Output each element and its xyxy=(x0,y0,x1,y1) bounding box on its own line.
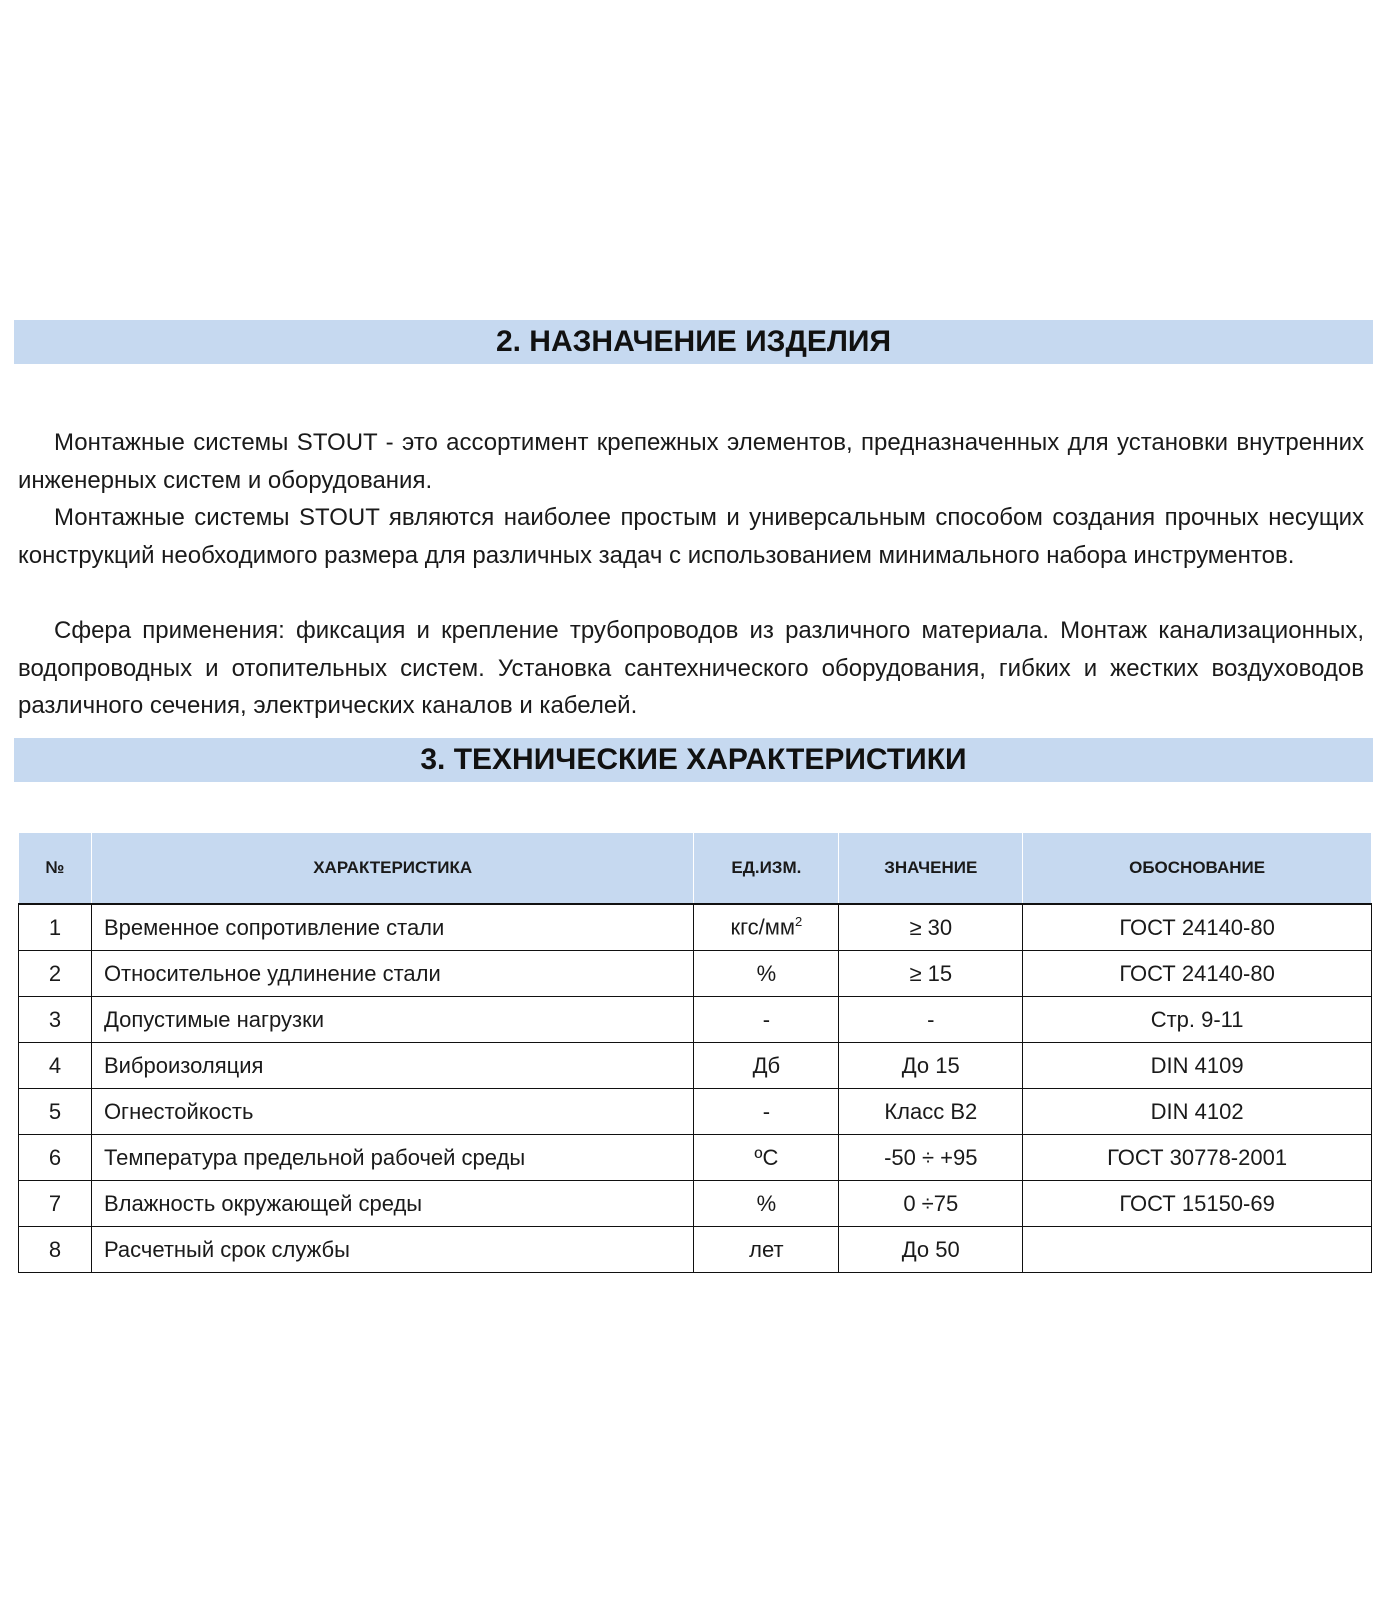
header-basis: ОБОСНОВАНИЕ xyxy=(1023,833,1372,905)
cell-basis xyxy=(1023,997,1372,1043)
cell-num xyxy=(19,1043,92,1089)
table-row xyxy=(19,1043,1372,1089)
header-unit: ЕД.ИЗМ. xyxy=(694,833,839,905)
cell-characteristic-text: Относительное удлинение стали xyxy=(103,960,441,986)
table-header-row xyxy=(19,833,1372,905)
cell-num xyxy=(19,951,92,997)
cell-unit-text: Дб xyxy=(752,1052,781,1078)
cell-unit-text: ºС xyxy=(754,1144,779,1170)
cell-characteristic-text: Виброизоляция xyxy=(103,1052,264,1078)
cell-unit-text: лет xyxy=(749,1236,784,1262)
cell-value xyxy=(839,1181,1023,1227)
cell-num xyxy=(19,1181,92,1227)
cell-num-text: 6 xyxy=(48,1144,62,1170)
cell-characteristic xyxy=(91,951,693,997)
cell-unit xyxy=(694,1135,839,1181)
table-row xyxy=(19,1089,1372,1135)
cell-value xyxy=(839,1043,1023,1089)
cell-characteristic xyxy=(91,997,693,1043)
cell-unit xyxy=(694,1227,839,1273)
cell-characteristic xyxy=(91,1043,693,1089)
cell-characteristic xyxy=(91,904,693,951)
cell-value-text: Класс В2 xyxy=(884,1098,978,1124)
cell-characteristic xyxy=(91,1135,693,1181)
cell-num xyxy=(19,997,92,1043)
cell-unit xyxy=(694,951,839,997)
cell-basis xyxy=(1023,1227,1372,1273)
cell-num xyxy=(19,1135,92,1181)
cell-basis xyxy=(1023,1043,1372,1089)
cell-num xyxy=(19,904,92,951)
cell-num xyxy=(19,1227,92,1273)
unit-superscript: 2 xyxy=(795,914,803,930)
cell-basis xyxy=(1023,904,1372,951)
cell-basis xyxy=(1023,1089,1372,1135)
table-row xyxy=(19,904,1372,951)
cell-num-text: 5 xyxy=(48,1098,62,1124)
header-characteristic: ХАРАКТЕРИСТИКА xyxy=(91,833,693,905)
cell-num-text: 2 xyxy=(48,960,62,986)
cell-basis xyxy=(1023,1135,1372,1181)
cell-value-text: 0 ÷75 xyxy=(903,1190,959,1216)
cell-unit xyxy=(694,904,839,951)
cell-value-text: - xyxy=(927,1006,935,1032)
cell-value-text: До 15 xyxy=(901,1052,960,1078)
cell-unit-text: % xyxy=(756,960,777,986)
cell-characteristic xyxy=(91,1227,693,1273)
cell-value xyxy=(839,997,1023,1043)
cell-value xyxy=(839,1089,1023,1135)
purpose-paragraph-1: Монтажные системы STOUT - это ассортимент крепежных элементов, предназначенных для установки внутренних инженерных систем и оборудования. xyxy=(18,429,1364,494)
cell-characteristic xyxy=(91,1181,693,1227)
cell-value xyxy=(839,904,1023,951)
cell-unit-text: - xyxy=(762,1098,771,1124)
table-row xyxy=(19,951,1372,997)
cell-num-text: 7 xyxy=(48,1190,62,1216)
cell-value-text: ≥ 30 xyxy=(909,914,953,940)
cell-value xyxy=(839,951,1023,997)
cell-characteristic-text: Огнестойкость xyxy=(103,1098,254,1124)
purpose-paragraph-2: Монтажные системы STOUT являются наиболее простым и универсальным способом создания прочных несущих конструкций необходимого размера для различных задач с использованием минимального набора инструментов. xyxy=(18,504,1364,569)
cell-characteristic-text: Температура предельной рабочей среды xyxy=(103,1144,526,1170)
cell-basis-text: ГОСТ 24140-80 xyxy=(1119,914,1275,940)
header-num: № xyxy=(19,833,92,905)
cell-characteristic-text: Временное сопротивление стали xyxy=(103,914,445,940)
table-row xyxy=(19,997,1372,1043)
purpose-paragraph-3: Сфера применения: фиксация и крепление трубопроводов из различного материала. Монтаж канализационных, водопроводных и отопительных систем. Установка сантехнического оборудования, гибких и жестких воздуховодов различного сечения, электрических каналов и кабелей. xyxy=(18,617,1364,719)
cell-basis-text: ГОСТ 15150-69 xyxy=(1119,1190,1275,1216)
cell-basis-text: Стр. 9-11 xyxy=(1150,1006,1244,1032)
table-row xyxy=(19,1227,1372,1273)
cell-value-text: ≥ 15 xyxy=(909,960,953,986)
cell-num-text: 1 xyxy=(48,914,62,940)
cell-characteristic-text: Расчетный срок службы xyxy=(103,1236,350,1262)
cell-unit xyxy=(694,1089,839,1135)
cell-characteristic-text: Допустимые нагрузки xyxy=(103,1006,325,1032)
cell-unit xyxy=(694,1181,839,1227)
cell-value-text: До 50 xyxy=(901,1236,960,1262)
table-row xyxy=(19,1135,1372,1181)
cell-characteristic-text: Влажность окружающей среды xyxy=(103,1190,423,1216)
cell-basis xyxy=(1023,1181,1372,1227)
cell-basis-text: ГОСТ 30778-2001 xyxy=(1107,1144,1288,1170)
table-row xyxy=(19,1181,1372,1227)
cell-num-text: 4 xyxy=(48,1052,62,1078)
cell-characteristic xyxy=(91,1089,693,1135)
cell-unit-text: - xyxy=(762,1006,771,1032)
cell-unit-text: % xyxy=(756,1190,777,1216)
cell-num-text: 8 xyxy=(48,1236,62,1262)
section-2-heading: 2. НАЗНАЧЕНИЕ ИЗДЕЛИЯ xyxy=(14,320,1373,364)
cell-basis-text: DIN 4109 xyxy=(1150,1052,1244,1078)
cell-unit-text: кгс/мм xyxy=(730,914,796,940)
cell-value-text: -50 ÷ +95 xyxy=(884,1144,978,1170)
cell-num-text: 3 xyxy=(48,1006,62,1032)
cell-basis-text: ГОСТ 24140-80 xyxy=(1119,960,1275,986)
cell-unit xyxy=(694,1043,839,1089)
cell-num xyxy=(19,1089,92,1135)
cell-basis-text: DIN 4102 xyxy=(1150,1098,1244,1124)
cell-value xyxy=(839,1227,1023,1273)
header-value: ЗНАЧЕНИЕ xyxy=(839,833,1023,905)
cell-value xyxy=(839,1135,1023,1181)
cell-unit xyxy=(694,997,839,1043)
section-3-heading: 3. ТЕХНИЧЕСКИЕ ХАРАКТЕРИСТИКИ xyxy=(14,738,1373,782)
cell-basis xyxy=(1023,951,1372,997)
specs-table xyxy=(18,832,1372,1273)
